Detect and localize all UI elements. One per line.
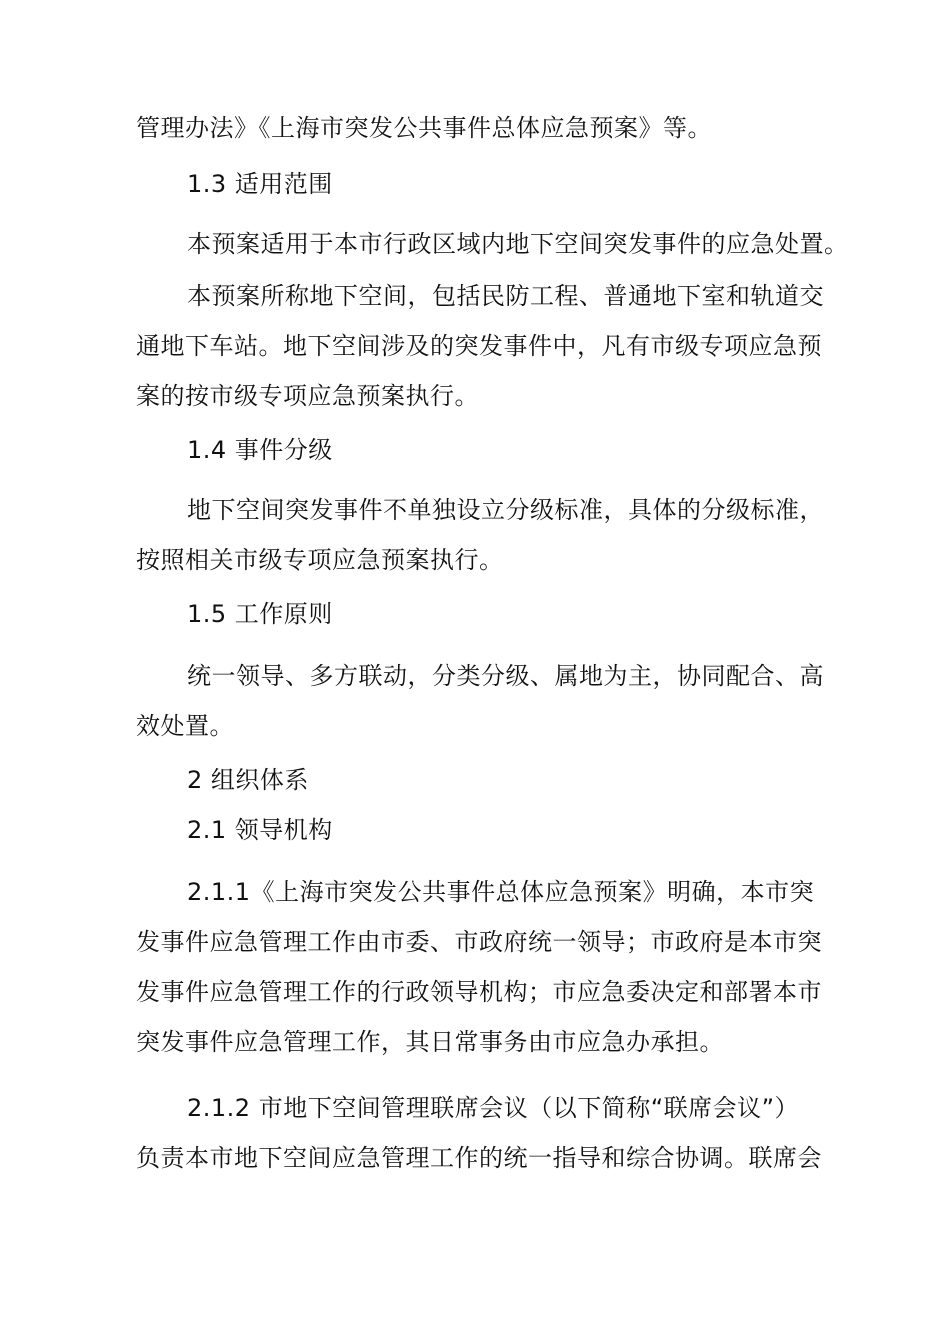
paragraph-2-1-2-line1: 2.1.2 市地下空间管理联席会议（以下简称“联席会议”） [187,1094,800,1122]
section-heading-2: 2 组织体系 [187,766,309,794]
paragraph-2-1-1-line1: 2.1.1《上海市突发公共事件总体应急预案》明确，本市突 [187,878,815,906]
paragraph-grading-line2: 按照相关市级专项应急预案执行。 [136,546,504,574]
paragraph-scope: 本预案适用于本市行政区域内地下空间突发事件的应急处置。 [187,230,849,258]
paragraph-2-1-1-line2: 发事件应急管理工作由市委、市政府统一领导；市政府是本市突 [136,928,822,956]
section-heading-1-3: 1.3 适用范围 [187,170,333,198]
section-heading-2-1: 2.1 领导机构 [187,816,333,844]
paragraph-2-1-2-line2: 负责本市地下空间应急管理工作的统一指导和综合协调。联席会 [136,1144,822,1172]
section-heading-1-4: 1.4 事件分级 [187,436,333,464]
section-heading-1-5: 1.5 工作原则 [187,600,333,628]
paragraph-principles-line1: 统一领导、多方联动，分类分级、属地为主，协同配合、高 [187,662,824,690]
paragraph-grading-line1: 地下空间突发事件不单独设立分级标准，具体的分级标准， [187,496,824,524]
paragraph-underground-line1: 本预案所称地下空间，包括民防工程、普通地下室和轨道交 [187,282,824,310]
text-line-continuation: 管理办法》《上海市突发公共事件总体应急预案》等。 [136,114,712,142]
paragraph-2-1-1-line4: 突发事件应急管理工作，其日常事务由市应急办承担。 [136,1028,724,1056]
paragraph-underground-line2: 通地下车站。地下空间涉及的突发事件中，凡有市级专项应急预 [136,332,822,360]
paragraph-2-1-1-line3: 发事件应急管理工作的行政领导机构；市应急委决定和部署本市 [136,978,822,1006]
paragraph-principles-line2: 效处置。 [136,712,234,740]
paragraph-underground-line3: 案的按市级专项应急预案执行。 [136,382,479,410]
